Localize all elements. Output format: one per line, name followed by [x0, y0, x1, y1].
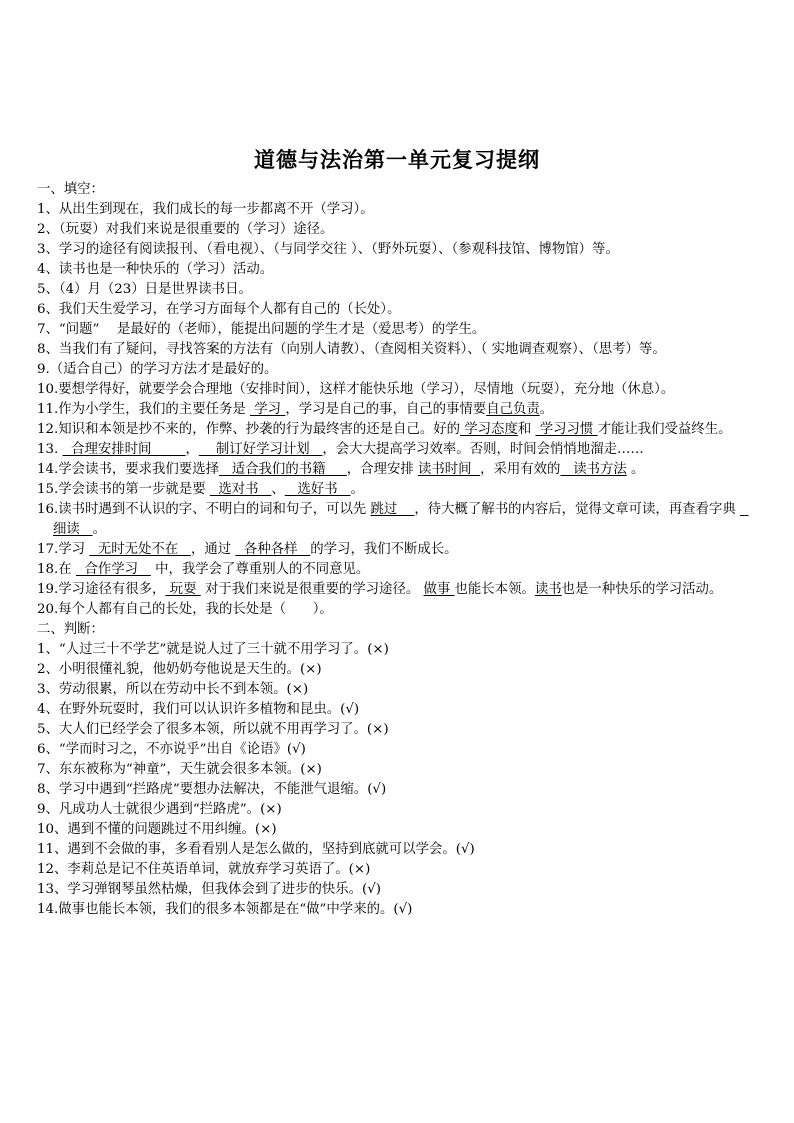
item-text: 3、学习的途径有阅读报刊、（看电视）、（与同学交往 ）、（野外玩耍）、（参观科技馆、博物馆）等。 [37, 242, 619, 257]
answer-blank: 各种各样 [235, 542, 311, 557]
outline-item [37, 380, 759, 400]
item-text: 8、当我们有了疑问，寻找答案的方法有（向别人请教）、（查阅相关资料）、（ 实地调查观察）、（思考）等。 [37, 342, 666, 357]
outline-item [37, 560, 759, 580]
outline-item [37, 740, 759, 760]
item-text: 1、“人过三十不学艺”就是说人过了三十就不用学习了。(×) [37, 642, 389, 657]
item-text: ，合理安排 [346, 462, 418, 477]
item-text: 也能长本领。 [454, 582, 535, 597]
answer-blank: 合理安排时间 [62, 442, 186, 457]
item-text: 7、“问题” 是最好的（老师），能提出问题的学生才是（爱思考）的学生。 [37, 322, 486, 337]
item-text: 5、大人们已经学会了很多本领，所以就不用再学习了。(×) [37, 722, 389, 737]
outline-item [37, 300, 759, 320]
item-text: ，待大概了解书的内容后，觉得文章可读，再查看字典 [414, 502, 740, 517]
answer-blank: 读书 [534, 582, 562, 597]
outline-item [37, 260, 759, 280]
item-text: 11.作为小学生，我们的主要任务是 [37, 402, 251, 417]
answer-blank: 做事 [423, 582, 455, 597]
item-text: 13、学习弹钢琴虽然枯燥，但我体会到了进步的快乐。(√) [37, 882, 382, 897]
section-heading: 二、判断： [37, 622, 104, 637]
item-text: 8、学习中遇到“拦路虎”要想办法解决，不能泄气退缩。(√) [37, 782, 387, 797]
item-text: 17.学习 [37, 542, 90, 557]
item-text: 1、从出生到现在，我们成长的每一步都离不开（学习）。 [37, 202, 374, 217]
outline-item [37, 420, 759, 440]
outline-item [37, 500, 759, 540]
item-text: 4、读书也是一种快乐的（学习）活动。 [37, 262, 274, 277]
outline-item [37, 760, 759, 780]
outline-item [37, 780, 759, 800]
item-text: ， [185, 442, 199, 457]
item-text: 11、遇到不会做的事，多看看别人是怎么做的，坚持到底就可以学会。(√) [37, 842, 475, 857]
item-text: 和 [517, 422, 536, 437]
section-heading: 一、填空： [37, 182, 104, 197]
item-text: 12、李莉总是记不住英语单词，就放弃学习英语了。(×) [37, 862, 371, 877]
item-text: 14.学会读书，要求我们要选择 [37, 462, 219, 477]
outline-item [37, 880, 759, 900]
answer-blank: 细读 [53, 502, 749, 537]
outline-item [37, 340, 759, 360]
document-content [37, 180, 759, 920]
outline-item [37, 600, 759, 620]
item-text: 的学习，我们不断成长。 [310, 542, 458, 557]
outline-item [37, 440, 759, 460]
outline-item [37, 240, 759, 260]
item-text: ，会大大提高学习效率。否则，时间会悄悄地溜走…… [322, 442, 644, 457]
item-text: 5、（4）月（23）日是世界读书日。 [37, 282, 252, 297]
item-text: 也是一种快乐的学习活动。 [561, 582, 723, 597]
item-text: 19.学习途径有很多， [37, 582, 166, 597]
answer-blank: 自己负责 [486, 402, 540, 417]
outline-item [37, 860, 759, 880]
outline-item [37, 900, 759, 920]
item-text: ，学习是自己的事，自己的事情要 [285, 402, 487, 417]
item-text: 4、在野外玩耍时，我们可以认识许多植物和昆虫。(√) [37, 702, 360, 717]
outline-item [37, 800, 759, 820]
outline-item [37, 400, 759, 420]
outline-item [37, 200, 759, 220]
outline-item [37, 720, 759, 740]
outline-item [37, 640, 759, 660]
item-text: 18.在 [37, 562, 76, 577]
item-text: 。 [350, 482, 364, 497]
outline-item [37, 280, 759, 300]
answer-blank: 制订好学习计划 [198, 442, 323, 457]
item-text: 6、我们天生爱学习，在学习方面每个人都有自己的（长处）。 [37, 302, 401, 317]
outline-item [37, 840, 759, 860]
item-text: 20.每个人都有自己的长处，我的长处是（ ）。 [37, 602, 333, 617]
item-text: 才能让我们受益终生。 [597, 422, 732, 437]
answer-blank: 跳过 [370, 502, 415, 517]
item-text: 9、凡成功人士就很少遇到“拦路虎”。(×) [37, 802, 282, 817]
outline-item [37, 580, 759, 600]
answer-blank: 学习 [250, 402, 286, 417]
outline-item [37, 480, 759, 500]
outline-item [37, 460, 759, 480]
item-text: 13. [37, 442, 63, 457]
item-text: 6、“学而时习之，不亦说乎”出自《论语》(√) [37, 742, 306, 757]
answer-blank: 无时无处不在 [89, 542, 191, 557]
item-text: 对于我们来说是很重要的学习途径。 [200, 582, 424, 597]
outline-item [37, 320, 759, 340]
outline-item [37, 680, 759, 700]
answer-blank: 合作学习 [75, 562, 151, 577]
answer-blank: 读书方法 [560, 462, 627, 477]
outline-item [37, 700, 759, 720]
item-text: 7、东东被称为“神童”，天生就会很多本领。(×) [37, 762, 322, 777]
outline-item [37, 360, 759, 380]
outline-item [37, 540, 759, 560]
answer-blank: 学习习惯 [535, 422, 598, 437]
document-title: 道德与法治第一单元复习提纲 [254, 147, 540, 172]
item-text: 14.做事也能长本领，我们的很多本领都是在“做”中学来的。(√) [37, 902, 413, 917]
item-text: 10.要想学得好，就要学会合理地（安排时间），这样才能快乐地（学习），尽情地（玩耍），充分地（休息）。 [37, 382, 675, 397]
answer-blank: 读书时间 [418, 462, 481, 477]
item-text: ，通过 [190, 542, 236, 557]
outline-item [37, 220, 759, 240]
answer-blank: 适合我们的书籍 [218, 462, 347, 477]
item-text: 、 [271, 482, 285, 497]
item-text: ，采用有效的 [480, 462, 561, 477]
item-text: 2、小明很懂礼貌，他奶奶夸他说是天生的。(×) [37, 662, 322, 677]
item-text: 15.学会读书的第一步就是要 [37, 482, 210, 497]
outline-item [37, 820, 759, 840]
item-text: 2、（玩耍）对我们来说是很重要的（学习）途径。 [37, 222, 334, 237]
answer-blank: 选好书 [284, 482, 351, 497]
item-text: 中，我学会了尊重别人的不同意见。 [150, 562, 370, 577]
item-text: 16.读书时遇到不认识的字、不明白的词和句子，可以先 [37, 502, 371, 517]
answer-blank: 玩耍 [165, 582, 201, 597]
item-text: 12.知识和本领是抄不来的，作弊、抄袭的行为最终害的还是自己。好的 [37, 422, 461, 437]
item-text: 。 [626, 462, 645, 477]
answer-blank: 学习态度 [460, 422, 518, 437]
outline-item [37, 660, 759, 680]
item-text: 9.（适合自己）的学习方法才是最好的。 [37, 362, 278, 377]
item-text: 3、劳动很累，所以在劳动中长不到本领。(×) [37, 682, 309, 697]
item-text: 10、遇到不懂的问题跳过不用纠缠。(×) [37, 822, 277, 837]
item-text: 。 [92, 522, 106, 537]
answer-blank: 选对书 [209, 482, 272, 497]
item-text: 。 [539, 402, 554, 417]
